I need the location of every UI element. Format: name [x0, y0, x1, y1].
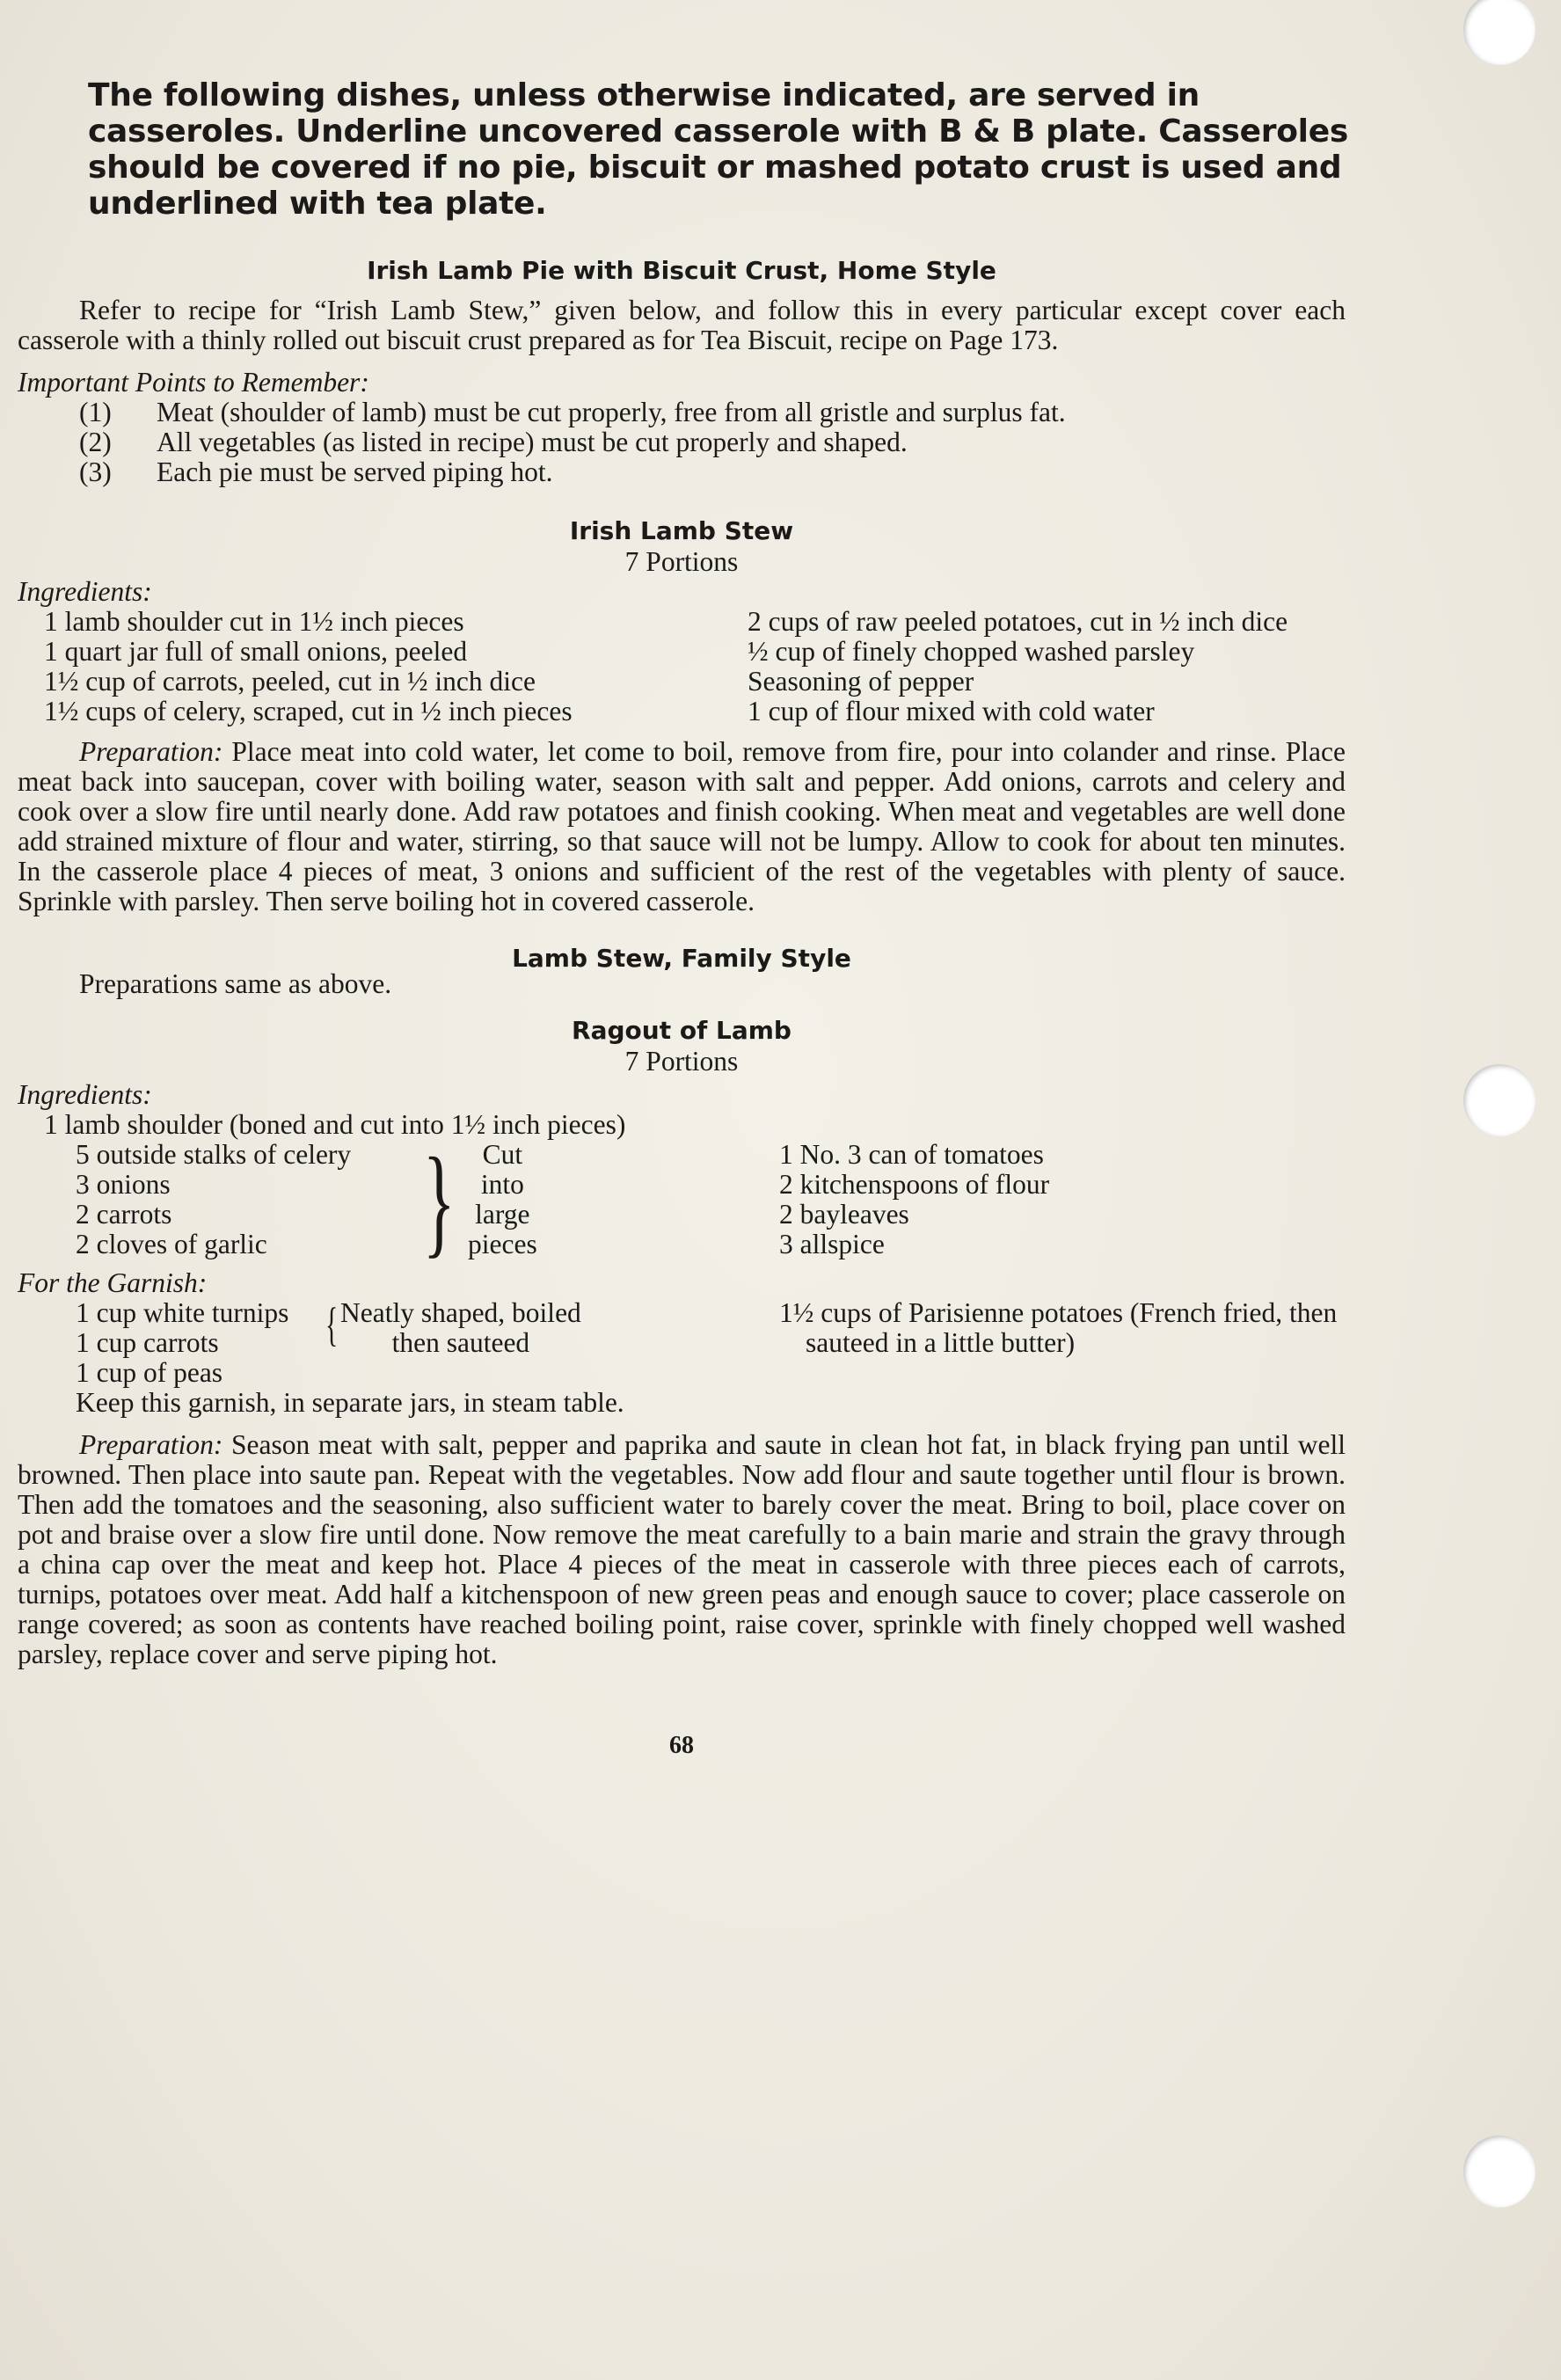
preparation-label: Preparation:	[79, 1429, 223, 1460]
page-content	[18, 77, 1346, 1761]
recipe-ragout-preparation	[18, 1430, 1346, 1669]
garnish-note-line: then sauteed	[391, 1327, 530, 1358]
recipe-title-irish-lamb-pie: Irish Lamb Pie with Biscuit Crust, Home Style	[367, 256, 996, 285]
ingredients-label: Ingredients:	[18, 1079, 152, 1110]
group-note-line: into	[480, 1169, 524, 1200]
recipe-title-lamb-stew-family: Lamb Stew, Family Style	[512, 944, 851, 973]
point-text: Each pie must be served piping hot.	[157, 456, 553, 487]
ingredient-item: 1 quart jar full of small onions, peeled	[44, 636, 468, 667]
group-note-line: pieces	[468, 1229, 537, 1259]
point-number: (1)	[79, 397, 112, 427]
ragout-vegetable-group	[18, 1133, 748, 1269]
point-number: (3)	[79, 456, 112, 487]
garnish-columns	[18, 1298, 1346, 1388]
ingredient-item: 1 lamb shoulder cut in 1½ inch pieces	[44, 606, 464, 637]
garnish-right-item: 1½ cups of Parisienne potatoes (French fried, then sauteed in a little butter)	[779, 1297, 1338, 1358]
recipe-title-irish-lamb-stew: Irish Lamb Stew	[569, 516, 794, 545]
ingredients-left-column	[18, 607, 748, 726]
binder-hole-top	[1463, 0, 1535, 65]
ingredient-item: 3 allspice	[779, 1229, 885, 1259]
garnish-list	[18, 1298, 321, 1388]
ingredient-item: 1½ cups of celery, scraped, cut in ½ inch pieces	[44, 696, 573, 726]
ingredient-item: 3 onions	[76, 1169, 171, 1200]
page-number: 68	[669, 1732, 694, 1759]
ingredients-label: Ingredients:	[18, 576, 152, 607]
ingredient-item: 1 cup of flour mixed with cold water	[748, 696, 1155, 726]
portions-irish-lamb-stew: 7 Portions	[624, 546, 739, 577]
group-note-line: large	[475, 1199, 530, 1230]
ingredient-item: Seasoning of pepper	[748, 666, 974, 697]
garnish-note-line: Neatly shaped, boiled	[340, 1297, 581, 1328]
point-item	[79, 427, 1346, 457]
garnish-label: For the Garnish:	[18, 1267, 208, 1298]
brace-glyph: {	[325, 1298, 339, 1351]
vegetable-list	[18, 1140, 413, 1263]
garnish-group	[18, 1298, 748, 1388]
ingredient-item: 5 outside stalks of celery	[76, 1139, 352, 1170]
ingredient-item: 2 cloves of garlic	[76, 1229, 267, 1259]
recipe-title-ragout-of-lamb: Ragout of Lamb	[572, 1016, 791, 1045]
point-text: All vegetables (as listed in recipe) must be cut properly and shaped.	[157, 427, 908, 457]
brace-glyph: }	[422, 1133, 456, 1269]
garnish-note-block	[321, 1298, 581, 1388]
garnish-keep-note: Keep this garnish, in separate jars, in steam table.	[76, 1387, 624, 1418]
group-note-line: Cut	[482, 1139, 523, 1170]
recipe-lamb-stew-family-body: Preparations same as above.	[79, 968, 392, 999]
ingredient-item: 1 No. 3 can of tomatoes	[779, 1139, 1044, 1170]
point-text: Meat (shoulder of lamb) must be cut properly, free from all gristle and surplus fat.	[157, 397, 1066, 427]
ingredient-item: 2 carrots	[76, 1199, 172, 1230]
garnish-item: 1 cup of peas	[76, 1357, 223, 1388]
binder-hole-middle	[1463, 1064, 1535, 1136]
ingredient-item: 2 cups of raw peeled potatoes, cut in ½ inch dice	[748, 606, 1288, 637]
points-label: Important Points to Remember:	[18, 367, 369, 398]
preparation-text: Place meat into cold water, let come to boil, remove from fire, pour into colander and rinse. Place meat back into saucepan, cover with boiling water, season with salt and pepper. Add onions, carrots and celery and cook over a slow fire until nearly done. Add raw potatoes and finish cooking. When meat and vegetables are well done add strained mixture of flour and water, stirring, so that sauce will not be lumpy. Allow to cook for about ten minutes. In the casserole place 4 pieces of meat, 3 onions and sufficient of the rest of the vegetables with plenty of sauce. Sprinkle with parsley. Then serve boiling hot in covered casserole.	[18, 736, 1346, 916]
ingredient-item: ½ cup of finely chopped washed parsley	[748, 636, 1195, 667]
portions-ragout-of-lamb: 7 Portions	[624, 1046, 739, 1077]
ingredients-columns	[18, 607, 1346, 726]
ingredients-right-column	[748, 607, 1346, 726]
preparation-label: Preparation:	[79, 736, 223, 767]
point-item	[79, 457, 1346, 487]
ragout-right-column	[748, 1140, 1346, 1263]
recipe-irish-lamb-stew-preparation	[18, 737, 1346, 916]
point-item	[79, 398, 1346, 427]
garnish-note	[340, 1298, 581, 1358]
binder-hole-bottom	[1463, 2135, 1535, 2208]
ingredient-item: 2 bayleaves	[779, 1199, 909, 1230]
point-number: (2)	[79, 427, 112, 457]
group-note	[456, 1140, 537, 1263]
ragout-ingredient-columns	[18, 1133, 1346, 1269]
ingredient-item: 2 kitchenspoons of flour	[779, 1169, 1050, 1200]
intro-paragraph: The following dishes, unless otherwise indicated, are served in casseroles. Underline uncovered casserole with B & B plate. Casseroles should be covered if no pie, biscuit or mashed potato crust is used and underlined with tea plate.	[88, 77, 1348, 222]
ingredient-item: 1½ cup of carrots, peeled, cut in ½ inch dice	[44, 666, 536, 697]
points-list	[18, 398, 1346, 487]
recipe-irish-lamb-pie-body: Refer to recipe for “Irish Lamb Stew,” given below, and follow this in every particular except cover each casserole with a thinly rolled out biscuit crust prepared as for Tea Biscuit, recipe on Page 173.	[18, 295, 1346, 355]
preparation-text: Season meat with salt, pepper and paprika and saute in clean hot fat, in black frying pan until well browned. Then place into saute pan. Repeat with the vegetables. Now add flour and saute together until flour is brown. Then add the tomatoes and the seasoning, also sufficient water to barely cover the meat. Bring to boil, place cover on pot and braise over a slow fire until done. Now remove the meat carefully to a bain marie and strain the gravy through a china cap over the meat and keep hot. Place 4 pieces of the meat in casserole with three pieces each of carrots, turnips, potatoes over meat. Add half a kitchenspoon of new green peas and enough sauce to cover; place casserole on range covered; as soon as contents have reached boiling point, raise cover, sprinkle with finely chopped well washed parsley, replace cover and serve piping hot.	[18, 1429, 1346, 1669]
garnish-item: 1 cup white turnips	[76, 1297, 289, 1328]
garnish-item: 1 cup carrots	[76, 1327, 219, 1358]
ingredient-item: 1 lamb shoulder (boned and cut into 1½ inch pieces)	[44, 1109, 626, 1140]
